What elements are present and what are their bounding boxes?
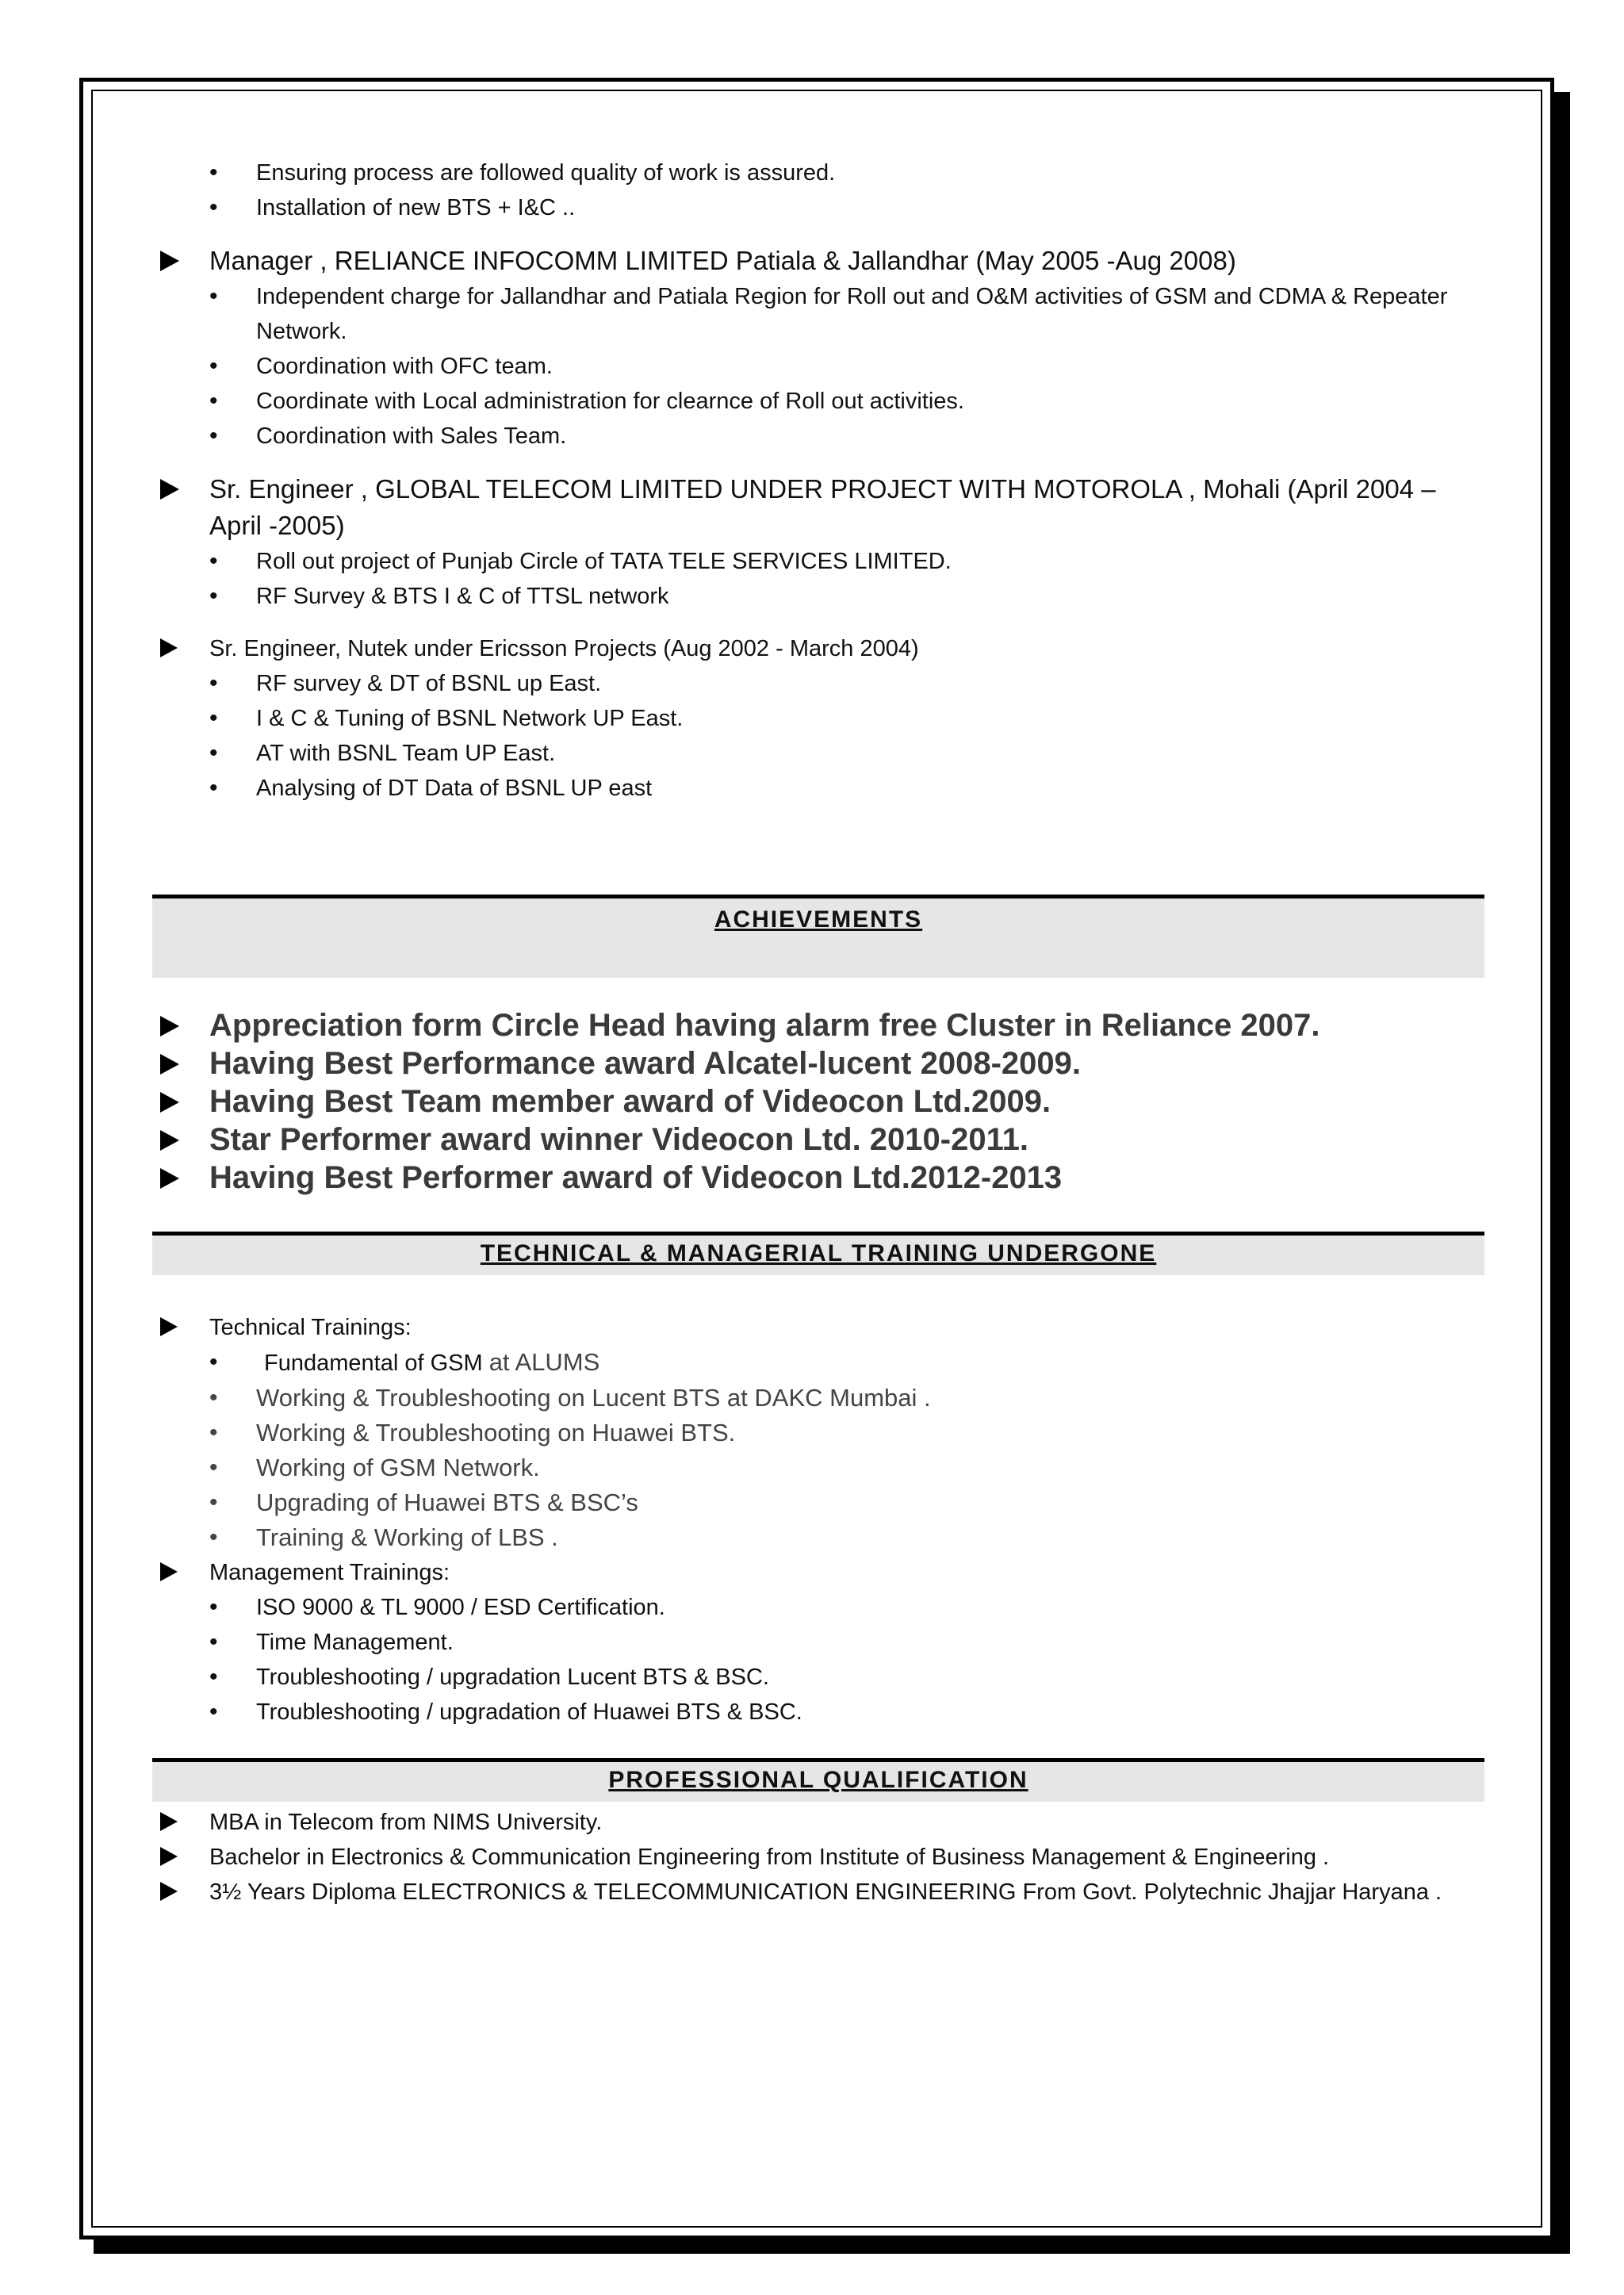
job-title-text: Sr. Engineer, Nutek under Ericsson Projects (Aug 2002 - March 2004) <box>209 636 919 661</box>
qualification-list <box>152 1805 1484 1910</box>
list-item: • Troubleshooting / upgradation Lucent BTS & BSC. <box>152 1660 1484 1695</box>
arrow-icon <box>160 1016 179 1036</box>
list-item: • AT with BSNL Team UP East. <box>152 736 1484 771</box>
qualification-item <box>152 1840 1484 1875</box>
list-item: • Installation of new BTS + I&C .. <box>152 190 1484 225</box>
job-nutek <box>152 631 1484 806</box>
resume-content <box>152 155 1484 1910</box>
arrow-icon <box>160 1168 179 1189</box>
job-title <box>152 243 1484 279</box>
arrow-icon <box>160 251 179 271</box>
training-heading <box>152 1232 1484 1275</box>
achievement-item <box>152 1082 1484 1121</box>
arrow-icon <box>160 1130 179 1151</box>
list-item: • Roll out project of Punjab Circle of TATA TELE SERVICES LIMITED. <box>152 544 1484 579</box>
achievements-heading <box>152 895 1484 978</box>
list-item: • Independent charge for Jallandhar and Patiala Region for Roll out and O&M activities of GSM and CDMA & Repeater Network. <box>152 279 1484 349</box>
arrow-icon <box>160 1562 178 1581</box>
label-text: Management Trainings: <box>209 1560 450 1585</box>
achievements-list <box>152 1006 1484 1197</box>
job-title <box>152 471 1484 544</box>
list-item: • Working & Troubleshooting on Lucent BTS at DAKC Mumbai . <box>152 1381 1484 1416</box>
list-item: • Working & Troubleshooting on Huawei BTS. <box>152 1416 1484 1450</box>
arrow-icon <box>160 1847 178 1866</box>
achievement-item <box>152 1159 1484 1197</box>
achievement-item <box>152 1044 1484 1082</box>
list-item: • Upgrading of Huawei BTS & BSC’s <box>152 1485 1484 1520</box>
list-item: • Time Management. <box>152 1625 1484 1660</box>
achievement-item <box>152 1006 1484 1044</box>
qualification-text: 3½ Years Diploma ELECTRONICS & TELECOMMUNICATION ENGINEERING From Govt. Polytechnic Jhajjar Haryana . <box>209 1879 1442 1905</box>
list-item: • Working of GSM Network. <box>152 1450 1484 1485</box>
management-trainings-label <box>152 1555 1484 1590</box>
arrow-icon <box>160 1882 178 1901</box>
qualification-item <box>152 1875 1484 1910</box>
list-item: • Coordination with OFC team. <box>152 349 1484 384</box>
list-item: • Coordination with Sales Team. <box>152 419 1484 454</box>
label-text: Technical Trainings: <box>209 1315 412 1340</box>
job-global-telecom <box>152 471 1484 614</box>
technical-trainings-label <box>152 1310 1484 1345</box>
list-item: • Analysing of DT Data of BSNL UP east <box>152 771 1484 806</box>
section-title: TECHNICAL & MANAGERIAL TRAINING UNDERGONE <box>480 1240 1157 1266</box>
job-title <box>152 631 1484 666</box>
qualification-text: MBA in Telecom from NIMS University. <box>209 1810 603 1835</box>
arrow-icon <box>160 638 178 657</box>
job-title-text: Manager , RELIANCE INFOCOMM LIMITED Patiala & Jallandhar (May 2005 -Aug 2008) <box>209 246 1236 275</box>
arrow-icon <box>160 479 179 500</box>
list-item: • Troubleshooting / upgradation of Huawei BTS & BSC. <box>152 1695 1484 1730</box>
list-item <box>152 1345 1484 1381</box>
list-item: • Training & Working of LBS . <box>152 1520 1484 1555</box>
job-title-text: Sr. Engineer , GLOBAL TELECOM LIMITED UNDER PROJECT WITH MOTOROLA , Mohali (April 2004 – April -2005) <box>209 474 1436 540</box>
list-item: • ISO 9000 & TL 9000 / ESD Certification. <box>152 1590 1484 1625</box>
list-item: • RF Survey & BTS I & C of TTSL network <box>152 579 1484 614</box>
achievement-item <box>152 1121 1484 1159</box>
qualification-text: Bachelor in Electronics & Communication Engineering from Institute of Business Management & Engineering . <box>209 1845 1330 1870</box>
achievement-text: Having Best Performance award Alcatel-lucent 2008-2009. <box>209 1046 1081 1081</box>
list-item: • RF survey & DT of BSNL up East. <box>152 666 1484 701</box>
arrow-icon <box>160 1054 179 1075</box>
list-item: • I & C & Tuning of BSNL Network UP East. <box>152 701 1484 736</box>
section-title: PROFESSIONAL QUALIFICATION <box>608 1767 1028 1793</box>
list-item-text-suffix: at ALUMS <box>488 1348 600 1376</box>
achievement-text: Appreciation form Circle Head having alarm free Cluster in Reliance 2007. <box>209 1008 1320 1043</box>
qualification-heading <box>152 1758 1484 1802</box>
list-item: • Coordinate with Local administration for clearnce of Roll out activities. <box>152 384 1484 419</box>
arrow-icon <box>160 1092 179 1113</box>
achievement-text: Having Best Performer award of Videocon Ltd.2012-2013 <box>209 1160 1063 1195</box>
achievement-text: Having Best Team member award of Videocon Ltd.2009. <box>209 1084 1051 1119</box>
job-reliance <box>152 243 1484 454</box>
list-item-text: Fundamental of GSM <box>264 1351 489 1376</box>
list-item: • Ensuring process are followed quality of work is assured. <box>152 155 1484 190</box>
training-section <box>152 1310 1484 1730</box>
experience-continued <box>152 155 1484 225</box>
qualification-item <box>152 1805 1484 1840</box>
arrow-icon <box>160 1812 178 1831</box>
arrow-icon <box>160 1317 178 1336</box>
section-title: ACHIEVEMENTS <box>714 906 923 933</box>
achievement-text: Star Performer award winner Videocon Ltd. 2010-2011. <box>209 1122 1028 1157</box>
